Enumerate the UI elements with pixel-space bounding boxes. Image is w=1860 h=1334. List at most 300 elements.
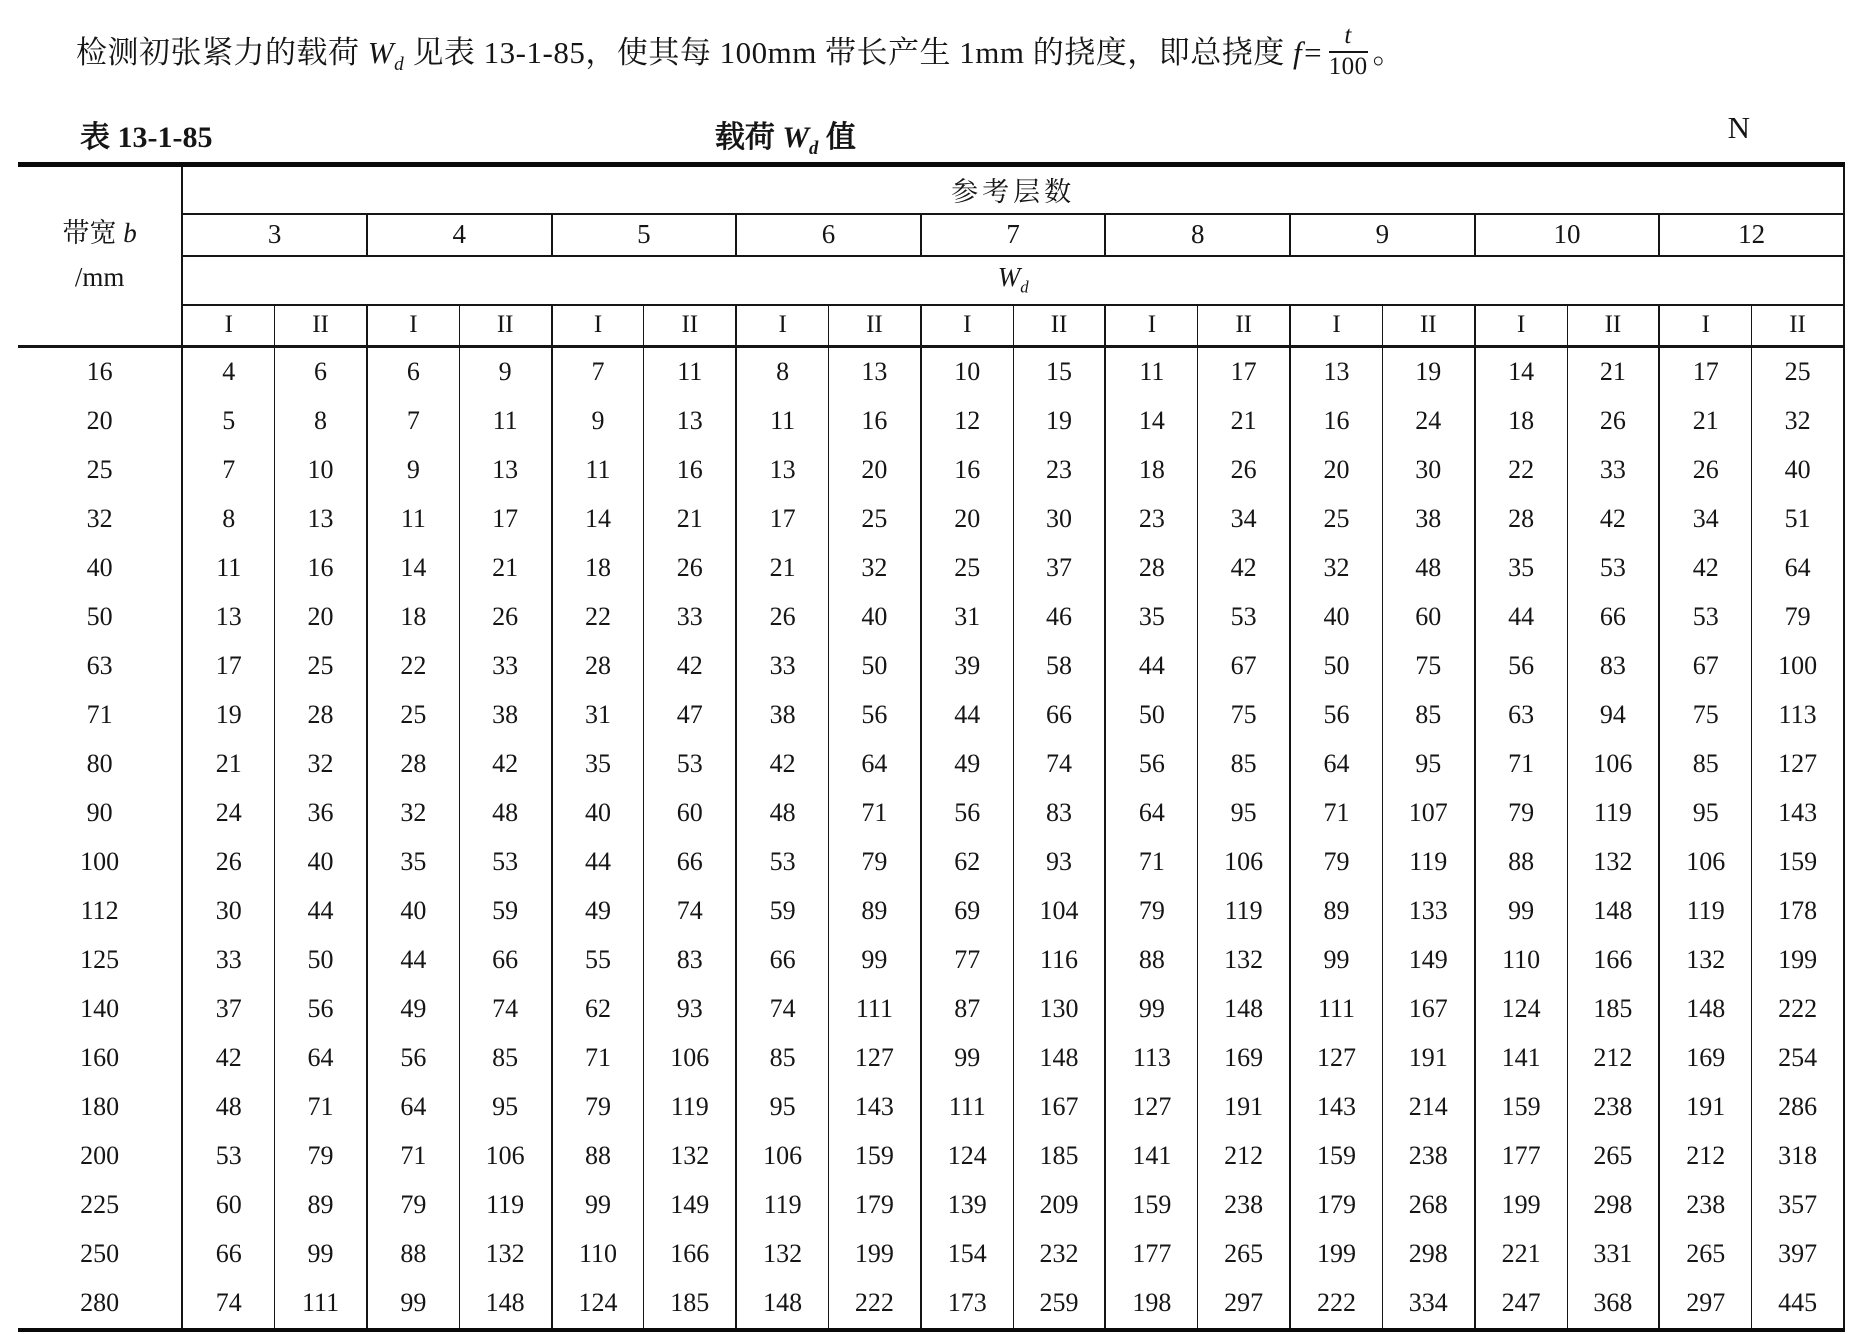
table-row [18,838,1844,887]
wd-value-cell: 42 [1198,544,1290,593]
wd-value-cell: 53 [459,838,551,887]
wd-value-cell: 64 [367,1083,459,1132]
wd-value-cell: 106 [1198,838,1290,887]
ply-count-header: 3 [182,214,367,256]
wd-value-cell: 124 [921,1132,1013,1181]
wd-value-cell: 179 [829,1181,921,1230]
wd-value-cell: 48 [182,1083,274,1132]
wd-value-cell: 110 [1475,936,1567,985]
intro-paragraph [18,22,1845,90]
wd-value-cell: 50 [1290,642,1382,691]
wd-value-cell: 35 [1475,544,1567,593]
wd-value-cell: 33 [644,593,736,642]
band-width-label: 71 [18,691,182,740]
wd-value-cell: 265 [1659,1230,1751,1279]
wd-value-cell: 8 [182,495,274,544]
deflection-fraction [1329,22,1368,82]
table-row [18,346,1844,397]
table-row [18,544,1844,593]
wd-value-cell: 44 [275,887,367,936]
wd-value-cell: 74 [1013,740,1105,789]
wd-value-cell: 298 [1382,1230,1474,1279]
band-width-label: 16 [18,346,182,397]
wd-value-cell: 116 [1013,936,1105,985]
wd-value-cell: 79 [1290,838,1382,887]
wd-value-cell: 25 [921,544,1013,593]
wd-value-cell: 40 [829,593,921,642]
wd-value-cell: 13 [459,446,551,495]
table-row [18,1132,1844,1181]
wd-value-cell: 48 [459,789,551,838]
wd-value-cell: 37 [1013,544,1105,593]
band-width-label: 200 [18,1132,182,1181]
wd-value-cell: 28 [1105,544,1197,593]
wd-value-cell: 35 [367,838,459,887]
wd-value-cell: 178 [1752,887,1844,936]
wd-value-cell: 40 [367,887,459,936]
wd-value-cell: 214 [1382,1083,1474,1132]
wd-value-cell: 177 [1105,1230,1197,1279]
intro-text-2: 见表 13-1-85，使其每 100mm 带长产生 1mm 的挠度，即总挠度 [404,34,1294,70]
band-width-label: 280 [18,1279,182,1330]
wd-value-cell: 40 [275,838,367,887]
class-header: II [1013,305,1105,347]
wd-value-cell: 71 [1475,740,1567,789]
wd-value-cell: 75 [1659,691,1751,740]
table-caption [18,110,1845,160]
wd-value-cell: 8 [275,397,367,446]
wd-value-cell: 107 [1382,789,1474,838]
ply-count-header: 4 [367,214,552,256]
wd-value-cell: 19 [1013,397,1105,446]
wd-value-cell: 95 [1659,789,1751,838]
wd-value-cell: 93 [1013,838,1105,887]
wd-value-cell: 6 [367,346,459,397]
wd-value-cell: 53 [182,1132,274,1181]
wd-value-cell: 104 [1013,887,1105,936]
wd-value-cell: 141 [1105,1132,1197,1181]
wd-value-cell: 88 [1105,936,1197,985]
wd-value-cell: 18 [552,544,644,593]
wd-value-cell: 22 [552,593,644,642]
unit-label: N [1727,109,1750,145]
f-symbol: f= [1293,34,1324,70]
wd-value-cell: 5 [182,397,274,446]
wd-value-cell: 191 [1382,1034,1474,1083]
wd-value-cell: 40 [1290,593,1382,642]
wd-value-cell: 64 [1290,740,1382,789]
wd-value-cell: 24 [182,789,274,838]
wd-value-cell: 28 [275,691,367,740]
wd-value-cell: 238 [1382,1132,1474,1181]
wd-value-cell: 17 [459,495,551,544]
band-width-label: 250 [18,1230,182,1279]
wd-value-cell: 222 [1290,1279,1382,1330]
wd-value-cell: 93 [644,985,736,1034]
class-header: II [644,305,736,347]
wd-value-cell: 127 [1105,1083,1197,1132]
wd-value-cell: 56 [829,691,921,740]
wd-value-cell: 53 [1659,593,1751,642]
wd-value-cell: 132 [644,1132,736,1181]
class-header: I [1105,305,1197,347]
wd-value-cell: 18 [1105,446,1197,495]
wd-value-cell: 40 [552,789,644,838]
class-header-row [18,305,1844,347]
band-width-label: 25 [18,446,182,495]
wd-value-cell: 268 [1382,1181,1474,1230]
band-width-label: 160 [18,1034,182,1083]
wd-value-cell: 44 [552,838,644,887]
wd-value-cell: 25 [829,495,921,544]
wd-value-cell: 16 [275,544,367,593]
wd-value-cell: 191 [1659,1083,1751,1132]
wd-value-cell: 44 [1105,642,1197,691]
wd-value-cell: 28 [367,740,459,789]
wd-value-cell: 15 [1013,346,1105,397]
class-header: II [1198,305,1290,347]
wd-value-cell: 111 [829,985,921,1034]
wd-value-cell: 119 [1659,887,1751,936]
wd-value-cell: 28 [552,642,644,691]
wd-value-cell: 71 [829,789,921,838]
wd-value-cell: 35 [552,740,644,789]
wd-value-cell: 66 [459,936,551,985]
wd-value-cell: 17 [736,495,828,544]
wd-value-cell: 33 [459,642,551,691]
table-row [18,1181,1844,1230]
class-header: I [1475,305,1567,347]
table-row [18,1034,1844,1083]
wd-value-cell: 53 [736,838,828,887]
wd-value-cell: 10 [275,446,367,495]
wd-value-cell: 238 [1198,1181,1290,1230]
table-row [18,1083,1844,1132]
wd-value-cell: 17 [1198,346,1290,397]
wd-value-cell: 18 [1475,397,1567,446]
wd-value-cell: 79 [552,1083,644,1132]
band-width-label: 112 [18,887,182,936]
wd-value-cell: 191 [1198,1083,1290,1132]
wd-value-cell: 42 [182,1034,274,1083]
table-row [18,691,1844,740]
ply-count-header: 6 [736,214,921,256]
wd-value-cell: 79 [1475,789,1567,838]
wd-header: $W_d$ [182,256,1844,305]
wd-value-cell: 212 [1198,1132,1290,1181]
ply-count-header: 12 [1659,214,1844,256]
wd-value-cell: 445 [1752,1279,1844,1330]
wd-value-cell: 331 [1567,1230,1659,1279]
wd-value-cell: 11 [367,495,459,544]
wd-value-cell: 139 [921,1181,1013,1230]
wd-value-cell: 66 [736,936,828,985]
wd-value-cell: 397 [1752,1230,1844,1279]
wd-value-cell: 16 [921,446,1013,495]
wd-value-cell: 39 [921,642,1013,691]
wd-value-cell: 11 [552,446,644,495]
wd-value-cell: 13 [1290,346,1382,397]
wd-value-cell: 232 [1013,1230,1105,1279]
band-width-header-line2: /mm [74,261,125,292]
band-width-label: 90 [18,789,182,838]
wd-value-cell: 35 [1105,593,1197,642]
wd-value-cell: 64 [1752,544,1844,593]
wd-value-cell: 132 [1659,936,1751,985]
wd-value-cell: 11 [736,397,828,446]
wd-value-cell: 30 [182,887,274,936]
fraction-numerator: t [1329,22,1368,53]
band-width-label: 100 [18,838,182,887]
wd-value-cell: 37 [182,985,274,1034]
band-width-label: 225 [18,1181,182,1230]
wd-value-cell: 62 [552,985,644,1034]
wd-value-cell: 21 [736,544,828,593]
wd-symbol: $W_d$ [367,34,405,76]
wd-value-cell: 199 [1752,936,1844,985]
wd-value-cell: 47 [644,691,736,740]
wd-value-cell: 44 [1475,593,1567,642]
wd-value-cell: 42 [736,740,828,789]
wd-value-cell: 48 [736,789,828,838]
wd-value-cell: 34 [1659,495,1751,544]
wd-value-cell: 79 [1105,887,1197,936]
wd-value-cell: 31 [921,593,1013,642]
wd-value-cell: 49 [921,740,1013,789]
wd-value-cell: 297 [1659,1279,1751,1330]
wd-value-cell: 59 [736,887,828,936]
wd-value-cell: 265 [1567,1132,1659,1181]
wd-value-cell: 28 [1475,495,1567,544]
wd-value-cell: 119 [1198,887,1290,936]
wd-value-cell: 71 [275,1083,367,1132]
wd-value-cell: 56 [275,985,367,1034]
wd-value-cell: 53 [1567,544,1659,593]
wd-value-cell: 63 [1475,691,1567,740]
wd-value-cell: 11 [644,346,736,397]
class-header: I [1290,305,1382,347]
wd-value-cell: 99 [1105,985,1197,1034]
wd-value-cell: 95 [736,1083,828,1132]
wd-value-cell: 148 [1198,985,1290,1034]
wd-value-cell: 85 [1198,740,1290,789]
wd-value-cell: 33 [182,936,274,985]
wd-value-cell: 38 [1382,495,1474,544]
wd-value-cell: 20 [829,446,921,495]
class-header: I [1659,305,1751,347]
wd-value-cell: 56 [921,789,1013,838]
wd-value-cell: 169 [1659,1034,1751,1083]
wd-value-cell: 94 [1567,691,1659,740]
wd-value-cell: 66 [1567,593,1659,642]
wd-value-cell: 119 [459,1181,551,1230]
wd-value-cell: 64 [1105,789,1197,838]
wd-value-cell: 16 [829,397,921,446]
wd-value-cell: 132 [459,1230,551,1279]
table-row [18,789,1844,838]
band-width-label: 50 [18,593,182,642]
wd-value-cell: 74 [644,887,736,936]
wd-value-cell: 124 [552,1279,644,1330]
wd-value-cell: 185 [1013,1132,1105,1181]
wd-value-cell: 238 [1567,1083,1659,1132]
wd-value-cell: 4 [182,346,274,397]
wd-value-cell: 34 [1198,495,1290,544]
table-row [18,642,1844,691]
wd-value-cell: 209 [1013,1181,1105,1230]
wd-value-cell: 177 [1475,1132,1567,1181]
wd-value-cell: 95 [459,1083,551,1132]
wd-value-cell: 132 [736,1230,828,1279]
wd-value-cell: 21 [644,495,736,544]
wd-value-cell: 95 [1198,789,1290,838]
wd-value-cell: 20 [275,593,367,642]
wd-value-cell: 143 [1752,789,1844,838]
wd-value-cell: 77 [921,936,1013,985]
table-number: 表 13-1-85 [80,120,213,154]
band-width-label: 40 [18,544,182,593]
wd-value-cell: 99 [829,936,921,985]
table-row [18,1279,1844,1330]
band-width-label: 140 [18,985,182,1034]
wd-value-cell: 11 [459,397,551,446]
wd-value-cell: 56 [1475,642,1567,691]
group-header-row [18,164,1844,214]
wd-value-cell: 13 [644,397,736,446]
wd-value-cell: 22 [367,642,459,691]
wd-value-cell: 14 [552,495,644,544]
intro-period: 。 [1372,34,1405,70]
wd-value-cell: 26 [1567,397,1659,446]
wd-value-cell: 7 [182,446,274,495]
wd-value-cell: 58 [1013,642,1105,691]
wd-value-cell: 20 [921,495,1013,544]
wd-value-cell: 113 [1752,691,1844,740]
wd-value-cell: 141 [1475,1034,1567,1083]
wd-value-cell: 318 [1752,1132,1844,1181]
wd-value-cell: 32 [829,544,921,593]
wd-value-cell: 50 [1105,691,1197,740]
wd-value-cell: 50 [829,642,921,691]
wd-value-cell: 21 [459,544,551,593]
wd-value-cell: 71 [367,1132,459,1181]
wd-value-cell: 297 [1198,1279,1290,1330]
wd-value-cell: 179 [1290,1181,1382,1230]
wd-value-cell: 99 [275,1230,367,1279]
wd-value-cell: 148 [736,1279,828,1330]
wd-value-cell: 21 [1659,397,1751,446]
wd-value-cell: 38 [736,691,828,740]
wd-value-cell: 71 [552,1034,644,1083]
wd-value-cell: 89 [829,887,921,936]
wd-value-cell: 127 [1752,740,1844,789]
wd-value-cell: 130 [1013,985,1105,1034]
wd-value-cell: 119 [644,1083,736,1132]
wd-value-cell: 99 [552,1181,644,1230]
wd-value-cell: 55 [552,936,644,985]
ply-group-header: 参考层数 [182,164,1844,214]
table-row [18,985,1844,1034]
wd-value-cell: 167 [1382,985,1474,1034]
wd-value-cell: 74 [459,985,551,1034]
table-row [18,397,1844,446]
wd-value-cell: 31 [552,691,644,740]
wd-value-cell: 20 [1290,446,1382,495]
wd-value-cell: 169 [1198,1034,1290,1083]
wd-value-cell: 13 [275,495,367,544]
wd-value-cell: 25 [367,691,459,740]
table-row [18,1230,1844,1279]
wd-value-cell: 9 [552,397,644,446]
wd-value-cell: 111 [921,1083,1013,1132]
wd-value-cell: 26 [736,593,828,642]
wd-value-cell: 334 [1382,1279,1474,1330]
wd-value-cell: 85 [736,1034,828,1083]
wd-value-cell: 44 [921,691,1013,740]
wd-value-cell: 66 [1013,691,1105,740]
wd-value-cell: 42 [1659,544,1751,593]
wd-value-cell: 21 [1567,346,1659,397]
class-header: II [1382,305,1474,347]
wd-value-cell: 21 [182,740,274,789]
wd-value-cell: 67 [1198,642,1290,691]
wd-value-cell: 25 [1290,495,1382,544]
table-title: 载荷 $W_d$ 值 [714,120,856,159]
wd-value-cell: 143 [1290,1083,1382,1132]
table-row [18,740,1844,789]
wd-value-cell: 79 [1752,593,1844,642]
wd-value-cell: 26 [459,593,551,642]
table-row [18,887,1844,936]
wd-value-cell: 17 [1659,346,1751,397]
wd-value-cell: 48 [1382,544,1474,593]
wd-value-cell: 13 [182,593,274,642]
wd-value-cell: 75 [1198,691,1290,740]
wd-header-row [18,256,1844,305]
wd-value-cell: 83 [644,936,736,985]
wd-value-cell: 106 [736,1132,828,1181]
load-wd-table [18,162,1845,1332]
wd-value-cell: 199 [1475,1181,1567,1230]
wd-value-cell: 87 [921,985,1013,1034]
wd-value-cell: 99 [1290,936,1382,985]
wd-value-cell: 111 [275,1279,367,1330]
wd-value-cell: 24 [1382,397,1474,446]
wd-value-cell: 88 [1475,838,1567,887]
wd-value-cell: 11 [1105,346,1197,397]
wd-value-cell: 60 [644,789,736,838]
wd-value-cell: 53 [644,740,736,789]
table-body [18,346,1844,1330]
wd-value-cell: 21 [1198,397,1290,446]
wd-value-cell: 7 [367,397,459,446]
wd-value-cell: 154 [921,1230,1013,1279]
wd-value-cell: 132 [1567,838,1659,887]
band-width-label: 80 [18,740,182,789]
band-width-label: 63 [18,642,182,691]
wd-value-cell: 64 [829,740,921,789]
wd-value-cell: 12 [921,397,1013,446]
wd-value-cell: 51 [1752,495,1844,544]
class-header: II [829,305,921,347]
wd-value-cell: 26 [1659,446,1751,495]
wd-value-cell: 19 [1382,346,1474,397]
wd-value-cell: 32 [1290,544,1382,593]
ply-count-header: 7 [921,214,1106,256]
band-width-label: 32 [18,495,182,544]
wd-value-cell: 40 [1752,446,1844,495]
wd-value-cell: 167 [1013,1083,1105,1132]
